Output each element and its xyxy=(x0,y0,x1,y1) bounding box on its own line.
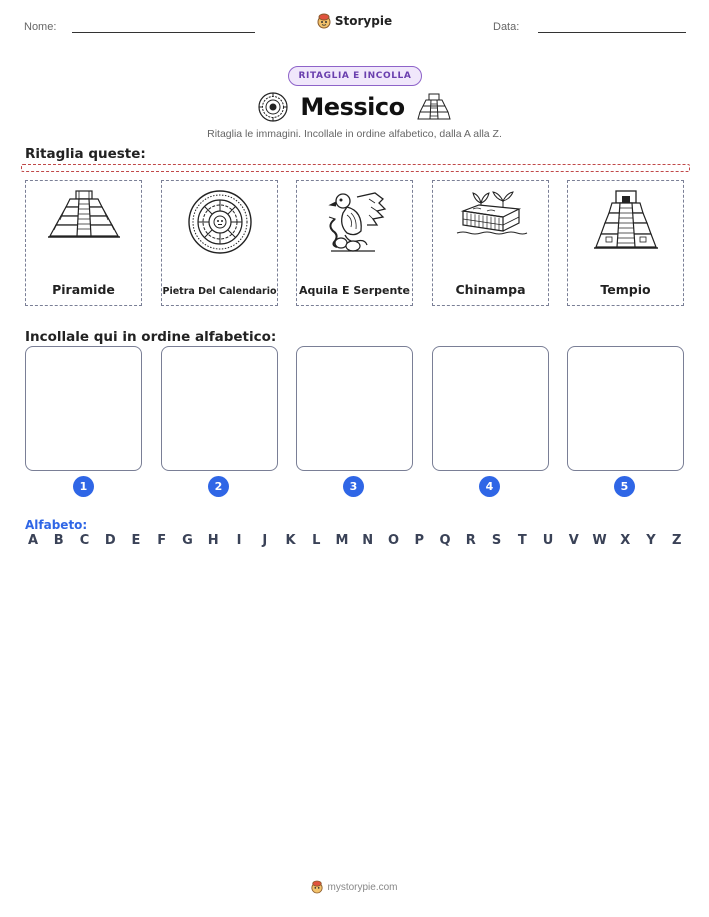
card-label: Pietra Del Calendario xyxy=(162,286,277,297)
alphabet-row xyxy=(25,533,685,548)
card-label: Tempio xyxy=(600,282,651,297)
paste-slot-3[interactable] xyxy=(296,346,413,471)
storypie-mascot-icon xyxy=(311,880,323,894)
paste-slot-5[interactable] xyxy=(567,346,684,471)
name-label: Nome: xyxy=(24,21,57,33)
pyramid-icon xyxy=(417,92,451,122)
alphabet-letter: X xyxy=(620,533,631,548)
alphabet-letter: M xyxy=(335,533,349,548)
cut-card-tempio[interactable] xyxy=(567,180,684,306)
cut-line xyxy=(21,164,690,172)
page-title: Messico xyxy=(300,93,405,121)
paste-slot-1[interactable] xyxy=(25,346,142,471)
alphabet-letter: D xyxy=(104,533,116,548)
date-field-line[interactable] xyxy=(538,32,686,33)
alphabet-letter: Z xyxy=(672,533,682,548)
alphabet-letter: O xyxy=(387,533,400,548)
name-field-line[interactable] xyxy=(72,32,255,33)
alphabet-letter: V xyxy=(568,533,579,548)
title-row xyxy=(0,90,709,124)
eagle-serpent-icon xyxy=(317,189,393,253)
alphabet-letter: T xyxy=(517,533,527,548)
alphabet-letter: J xyxy=(262,533,268,548)
alphabet-letter: A xyxy=(27,533,39,548)
alphabet-letter: Y xyxy=(646,533,656,548)
alphabet-letter: P xyxy=(414,533,425,548)
footer xyxy=(0,880,709,894)
paste-section-heading: Incollale qui in ordine alfabetico: xyxy=(25,329,277,345)
alphabet-letter: R xyxy=(465,533,476,548)
aztec-calendar-icon xyxy=(258,92,288,122)
cut-card-piramide[interactable] xyxy=(25,180,142,306)
date-label: Data: xyxy=(493,21,520,33)
card-label: Piramide xyxy=(52,282,115,297)
storypie-mascot-icon xyxy=(317,13,331,29)
alphabet-letter: C xyxy=(79,533,90,548)
cut-section-heading: Ritaglia queste: xyxy=(25,146,146,162)
brand-name: Storypie xyxy=(334,14,393,28)
brand-logo xyxy=(0,13,709,29)
alphabet-letter: B xyxy=(53,533,64,548)
slot-number-5: 5 xyxy=(614,476,635,497)
slot-number-3: 3 xyxy=(343,476,364,497)
cut-card-pietra-del-calendario[interactable] xyxy=(161,180,278,306)
alphabet-letter: F xyxy=(157,533,167,548)
alphabet-title: Alfabeto: xyxy=(25,518,88,532)
alphabet-letter: E xyxy=(131,533,141,548)
chinampa-icon xyxy=(453,189,529,241)
calendar-stone-icon xyxy=(182,189,258,255)
activity-badge: RITAGLIA E INCOLLA xyxy=(288,66,422,86)
alphabet-letter: Q xyxy=(439,533,451,548)
alphabet-letter: G xyxy=(182,533,193,548)
card-label: Aquila E Serpente xyxy=(298,284,411,297)
alphabet-letter: I xyxy=(236,533,242,548)
pyramid-icon xyxy=(46,189,122,241)
alphabet-letter: W xyxy=(592,533,607,548)
alphabet-letter: U xyxy=(542,533,554,548)
temple-icon xyxy=(588,189,664,253)
alphabet-letter: H xyxy=(207,533,219,548)
alphabet-letter: S xyxy=(491,533,502,548)
paste-slot-4[interactable] xyxy=(432,346,549,471)
card-label: Chinampa xyxy=(455,282,526,297)
slot-number-1: 1 xyxy=(73,476,94,497)
slot-number-2: 2 xyxy=(208,476,229,497)
footer-url[interactable]: mystorypie.com xyxy=(327,881,398,893)
paste-slot-2[interactable] xyxy=(161,346,278,471)
cut-card-aquila-e-serpente[interactable] xyxy=(296,180,413,306)
slot-number-4: 4 xyxy=(479,476,500,497)
instructions: Ritaglia le immagini. Incollale in ordine alfabetico, dalla A alla Z. xyxy=(207,128,502,140)
cut-card-chinampa[interactable] xyxy=(432,180,549,306)
alphabet-letter: K xyxy=(285,533,296,548)
alphabet-letter: N xyxy=(362,533,374,548)
alphabet-letter: L xyxy=(312,533,321,548)
